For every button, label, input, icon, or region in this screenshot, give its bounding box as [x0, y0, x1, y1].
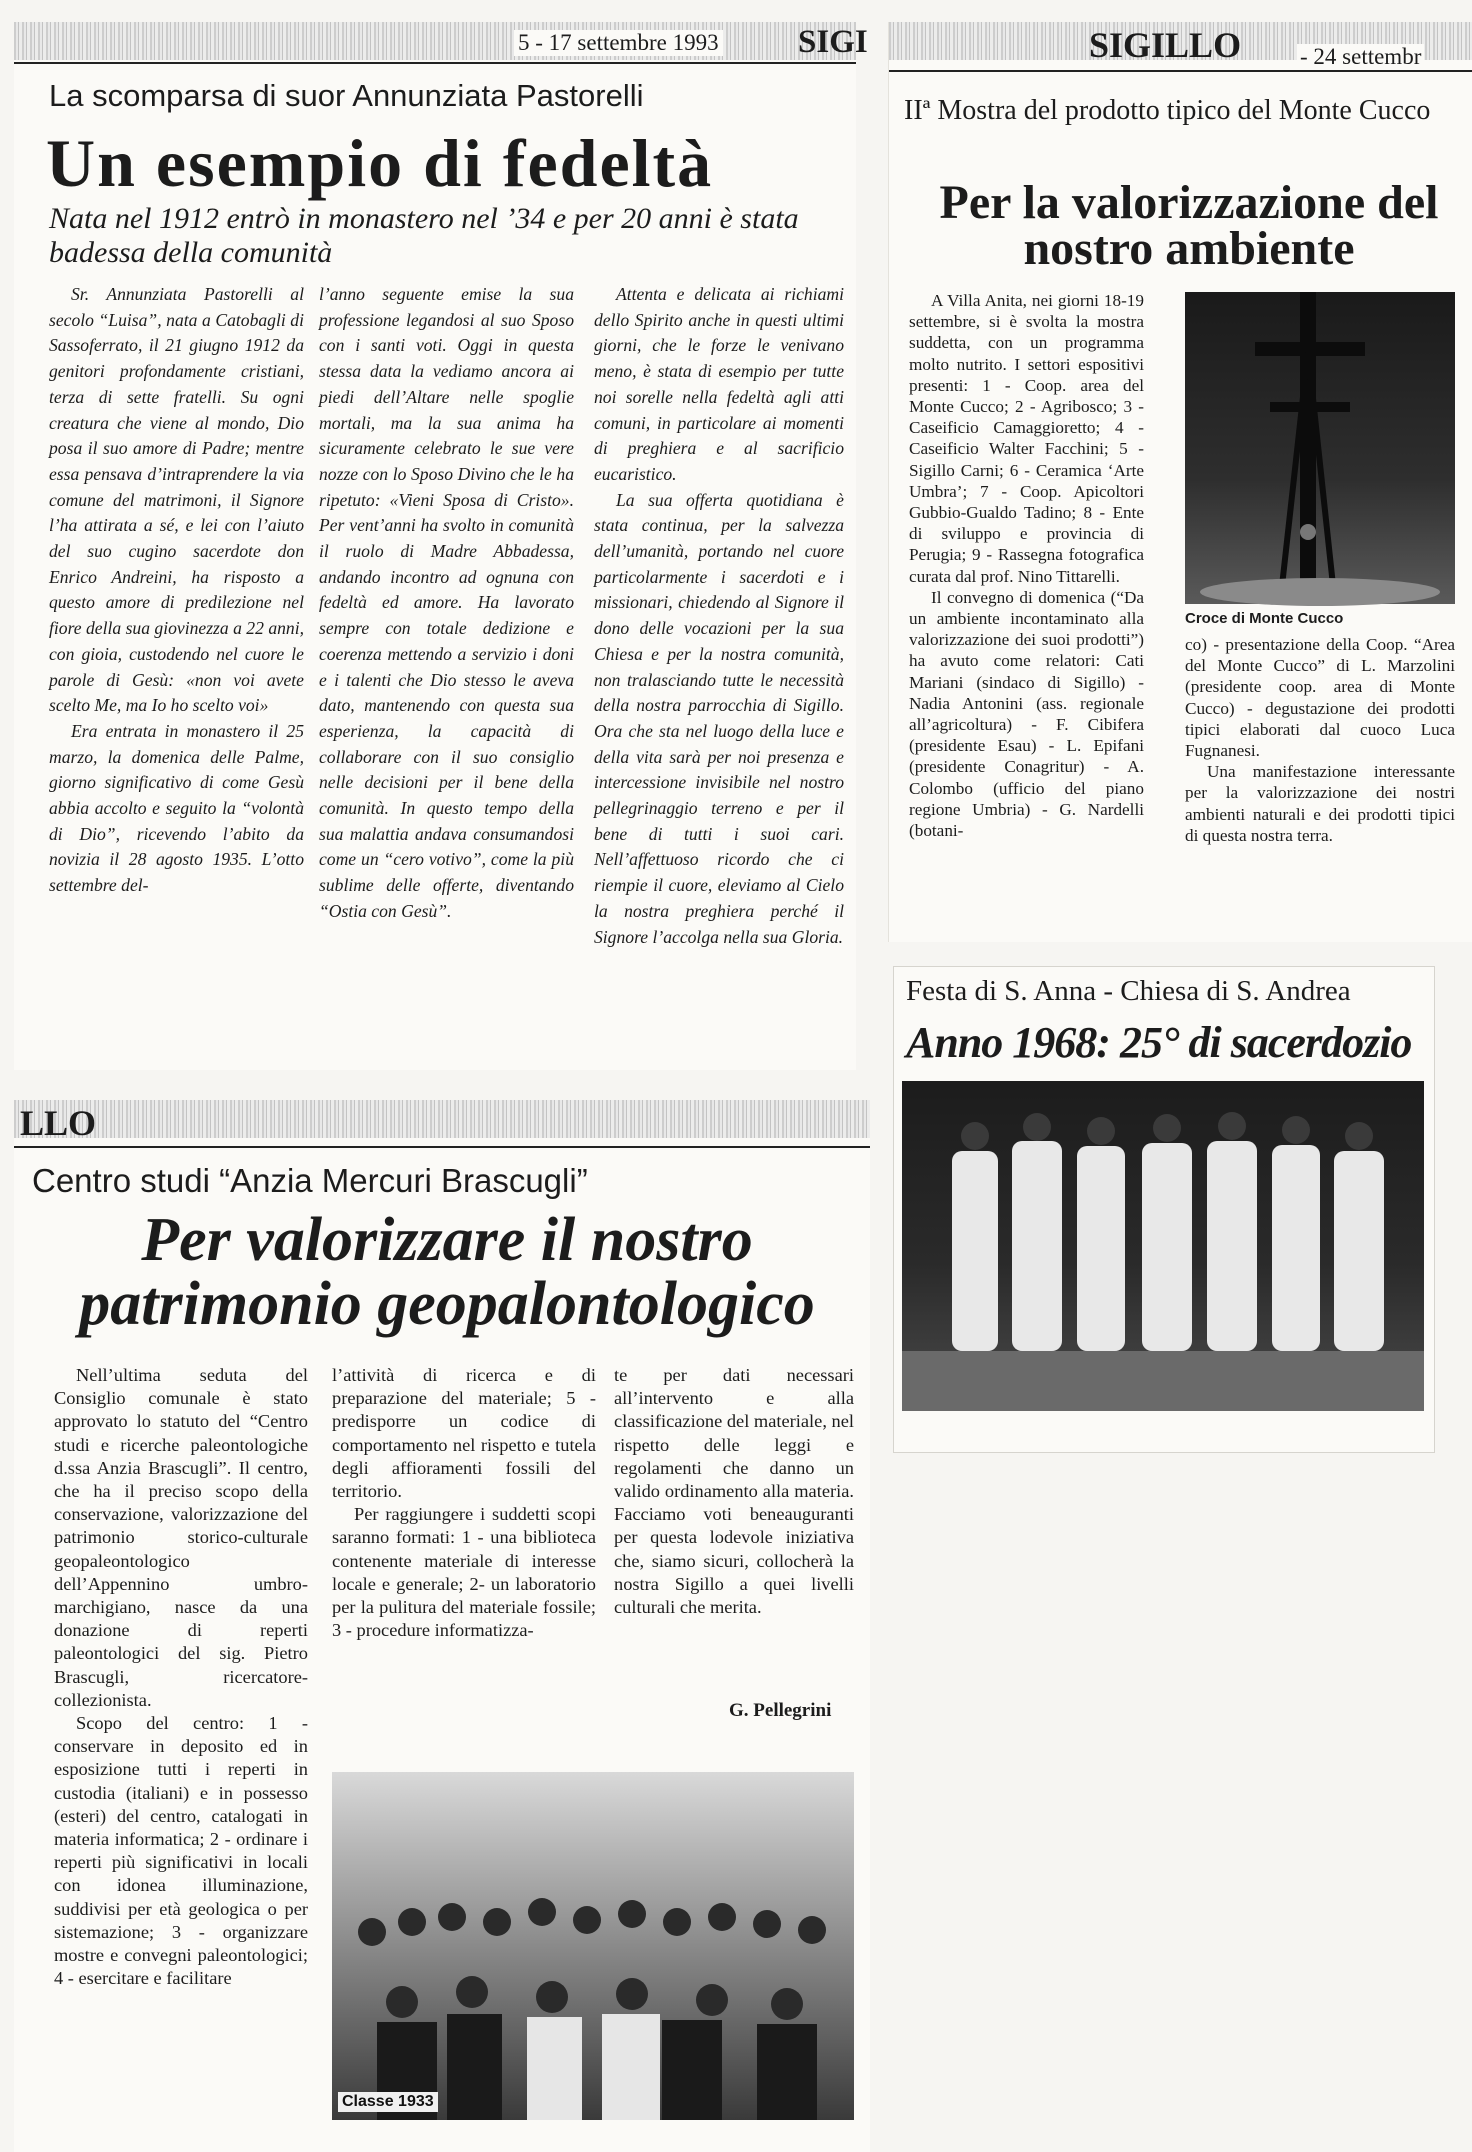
article-headline: Anno 1968: 25° di sacerdozio — [906, 1018, 1412, 1067]
photo-classe-1933 — [332, 1772, 854, 2120]
article-kicker: Festa di S. Anna - Chiesa di S. Andrea — [906, 975, 1351, 1007]
article-column-3 — [594, 282, 844, 950]
article-subheadline: Nata nel 1912 entrò in monastero nel ’34 e per 20 anni è stata badessa della comunità — [49, 202, 799, 269]
paragraph: Per raggiungere i suddetti scopi saranno formati: 1 - una biblioteca contenente materiale di interesse locale e generale; 2- un laboratorio per la pulitura del materiale fossile; 3 - procedure informatizza- — [332, 1504, 596, 1641]
paragraph: l’attività di ricerca e di preparazione del materiale; 5 - predisporre un codice di comportamento nel rispetto e tutela degli affioramenti fossili del territorio. — [332, 1365, 596, 1502]
article-headline: Per valorizzare il nostro patrimonio geopalontologico — [79, 1206, 815, 1338]
masthead-band — [14, 1100, 870, 1138]
photo-croce-monte-cucco — [1185, 292, 1455, 604]
cross-illustration — [1185, 292, 1455, 604]
author-signature: G. Pellegrini — [729, 1700, 832, 1721]
paragraph: Nell’ultima seduta del Consiglio comunale è stato approvato lo statuto del “Centro studi e ricerche paleontologiche d.ssa Anzia Brascugli”. Il centro, che ha il preciso scopo della conservazione, valorizzazione del patrimonio storico-culturale geopaleontologico dell’Appennino umbro-marchigiano, nasce da una donazione di reperti paleontologici del sig. Pietro Brascugli, ricercatore-collezionista. — [54, 1365, 308, 1710]
paragraph: te per dati necessari all’intervento e alla classificazione del materiale, nel rispetto delle leggi e regolamenti che danno un valido ordinamento alla materia. Facciamo voti beneauguranti per questa lodevole iniziativa che, siamo sicuri, collocherà la nostra Sigillo a quei livelli culturali che merita. — [614, 1365, 854, 1618]
article-headline: Un esempio di fedeltà — [46, 125, 714, 201]
clipping-centro-studi — [14, 1100, 870, 2152]
masthead-date: 5 - 17 settembre 1993 — [514, 30, 723, 56]
masthead-rule — [14, 1146, 870, 1148]
paragraph: Sr. Annunziata Pastorelli al secolo “Luisa”, nata a Catobagli di Sassoferrato, il 21 giugno 1912 da genitori profondamente cristiani, terza di sette fratelli. Su ogni creatura che viene al mondo, Dio posa il suo amore di Padre; mentre essa pensava d’intraprendere la via comune del matrimoni, il Signore l’ha attirata a sé, e lei con l’aiuto del suo cugino sacerdote don Enrico Andreini, ha risposto a questo amore di predilezione nel fiore della sua giovinezza a 22 anni, con gioia, custodendo nel cuore le parole di Gesù: «non voi avete scelto Me, ma Io ho scelto voi» — [49, 284, 304, 716]
paragraph: La sua offerta quotidiana è stata continua, per la salvezza dell’umanità, portando nel cuore particolarmente i sacerdoti e i missionari, chiedendo al Signore il dono delle vocazioni per la sua Chiesa e per la nostra comunità, non tralasciando tutte le necessità della nostra parrocchia di Sigillo. Ora che sta nel luogo della luce e della vita sarà per noi presenza e intercessione invisibile nel nostro pellegrinaggio terreno e per il bene di tutti i suoi cari. Nell’affettuoso ricordo che ci riempie il cuore, eleviamo al Cielo la nostra preghiera perché il Signore l’accolga nella sua Gloria. — [594, 489, 844, 947]
paragraph: Era entrata in monastero il 25 marzo, la domenica delle Palme, giorno significativo di come Gesù abbia accolto e seguito la “volontà di Dio”, ricevendo l’abito da novizia il 28 agosto 1935. L’otto settembre del- — [49, 720, 304, 896]
article-column-left — [909, 290, 1144, 841]
article-column-1 — [49, 282, 304, 899]
masthead-name: SIGI — [798, 24, 868, 60]
article-kicker: Centro studi “Anzia Mercuri Brascugli” — [32, 1162, 588, 1199]
paragraph: co) - presentazione della Coop. “Area del Monte Cucco” di L. Marzolini (presidente coop. area di Monte Cucco) - degustazione dei prodotti tipici elaborati dal cuoco Luca Fugnanesi. — [1185, 635, 1455, 761]
photo-caption: Croce di Monte Cucco — [1185, 610, 1344, 627]
article-column-right — [1185, 634, 1455, 846]
paragraph: Una manifestazione interessante per la valorizzazione dei nostri ambienti naturali e dei prodotti tipici di questa nostra terra. — [1185, 762, 1455, 845]
article-headline: Per la valorizzazione del nostro ambiente — [939, 176, 1439, 275]
photo-caption: Classe 1933 — [338, 2092, 438, 2112]
masthead-rule — [14, 62, 856, 64]
photo-sacerdoti — [902, 1081, 1424, 1411]
group-figures — [332, 1772, 854, 2120]
masthead-band — [14, 22, 856, 60]
clipping-suor-annunziata — [14, 22, 868, 1070]
article-column-3 — [614, 1364, 854, 1619]
article-kicker: IIª Mostra del prodotto tipico del Monte Cucco — [904, 95, 1431, 126]
article-column-2 — [319, 282, 574, 925]
group-figures — [902, 1081, 1424, 1411]
article-column-1 — [54, 1364, 308, 1990]
masthead-date: - 24 settembr — [1297, 44, 1424, 70]
paragraph: l’anno seguente emise la sua professione legandosi al suo Sposo con i santi voti. Oggi in questa stessa data la vediamo ancora ai piedi dell’Altare nelle spoglie mortali, ma la sua anima ha sicuramente celebrato le sue vere nozze con lo Sposo Divino che le ha ripetuto: «Vieni Sposa di Cristo». Per vent’anni ha svolto in comunità il ruolo di Madre Abbadessa, andando incontro ad ognuna con fedeltà ed amore. Ha lavorato sempre con totale dedizione e coerenza mettendo a servizio i doni e i talenti che Dio stesso le aveva dato, mantenendo con questa sua esperienza, la capacità di collaborare con il suo consiglio nelle decisioni per il bene della comunità. In questo tempo della sua malattia andava consumandosi come un “cero votivo”, come la più sublime delle offerte, diventando “Ostia con Gesù”. — [319, 284, 574, 921]
paragraph: Il convegno di domenica (“Da un ambiente incontaminato alla valorizzazione dei suoi prodotti”) ha avuto come relatori: Cati Mariani (sindaco di Sigillo) - Nadia Antonini (ass. regionale all’agricoltura) - F. Cibifera (presidente Esau) - L. Epifani (presidente Conagritur) - A. Colombo (ufficio del piano regione Umbria) - G. Nardelli (botani- — [909, 587, 1144, 841]
paragraph: Attenta e delicata ai richiami dello Spirito anche in questi ultimi giorni, che le forze le venivano meno, è stata di esempio per tutte noi sorelle nella fedeltà agli atti comuni, in particolare ai momenti di preghiera e al sacrificio eucaristico. — [594, 284, 844, 484]
masthead-name: LLO — [20, 1103, 97, 1143]
paragraph: Scopo del centro: 1 - conservare in deposito ed in esposizione tutti i reperti in custodia (italiani) e in possesso (esteri) del centro, catalogati in materia informatica; 2 - ordinare i reperti più significativi in locali con idonea illuminazione, suddivisi per età geologica o per sistemazione; 3 - organizzare mostre e convegni paleontologici; 4 - esercitare e facilitare — [54, 1713, 308, 1989]
article-column-2 — [332, 1364, 596, 1642]
clipping-mostra-monte-cucco — [888, 22, 1472, 942]
masthead-name: SIGILLO — [1089, 25, 1242, 65]
article-kicker: La scomparsa di suor Annunziata Pastorelli — [49, 78, 644, 113]
paragraph: A Villa Anita, nei giorni 18-19 settembre, si è svolta la mostra suddetta, con un programma molto nutrito. I settori espositivi presenti: 1 - Coop. area del Monte Cucco; 2 - Agribosco; 3 - Caseificio Camaggioretto; 4 - Caseificio Walter Facchini; 5 - Sigillo Carni; 6 - Ceramica ‘Arte Umbra’; 7 - Coop. Apicoltori Gubbio-Gualdo Tadino; 8 - Ente di sviluppo e provincia di Perugia; 9 - Rassegna fotografica curata dal prof. Nino Tittarelli. — [909, 291, 1144, 586]
masthead-rule — [889, 70, 1472, 72]
clipping-festa-sant-anna — [893, 966, 1435, 1453]
